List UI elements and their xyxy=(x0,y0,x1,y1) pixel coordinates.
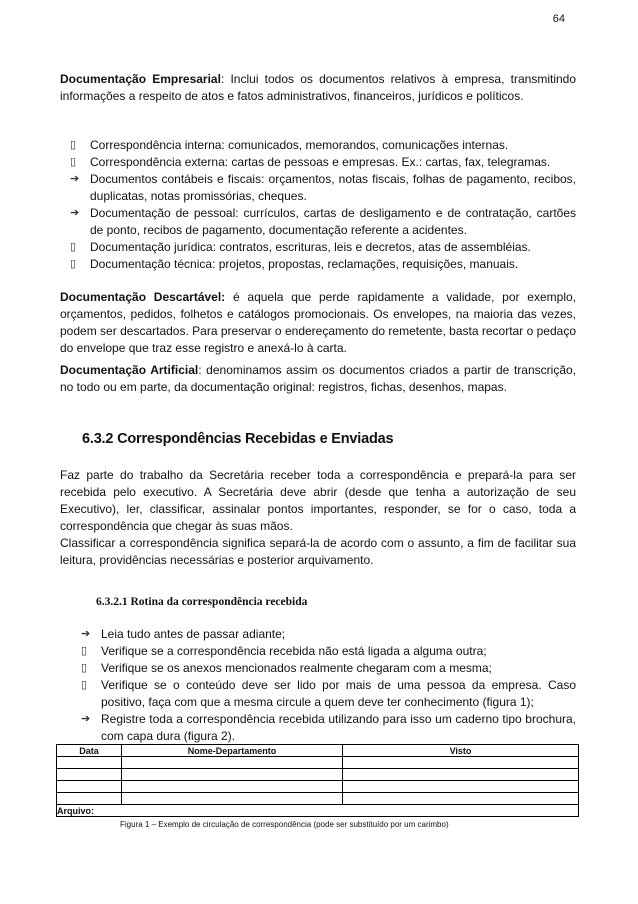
paragraph-doc-artificial xyxy=(60,362,576,396)
table-row xyxy=(57,757,579,769)
table-cell xyxy=(343,781,579,793)
checkbox-icon: ▯ xyxy=(81,662,88,674)
doc-type-item xyxy=(68,256,576,273)
figure-caption: Figura 1 – Exemplo de circulação de correspondência (pode ser substituído por um carimbo) xyxy=(120,820,449,829)
circulation-table xyxy=(56,744,579,817)
arrow-bullet-icon: ➔ xyxy=(70,207,80,219)
paragraph-doc-descartavel xyxy=(60,289,576,357)
rotina-item xyxy=(79,711,576,745)
doc-type-item-text: Documentação técnica: projetos, propostas, reclamações, requisições, manuais. xyxy=(90,257,519,271)
doc-type-item xyxy=(68,154,576,171)
table-cell xyxy=(343,769,579,781)
section-heading: 6.3.2 Correspondências Recebidas e Enviadas xyxy=(82,431,394,447)
rotina-list xyxy=(79,626,576,745)
text-doc-descartavel: é aquela que perde rapidamente a validade, por exemplo, orçamentos, pedidos, folhetos e catálogos promocionais. Os envelopes, na maioria das vezes, podem ser descartados. Para preservar o endereçamento do remetente, basta recortar o pedaço do envelope que traz esse registro e anexá-lo à carta. xyxy=(60,290,576,355)
checkbox-icon: ▯ xyxy=(81,679,88,691)
doc-type-item-text: Documentos contábeis e fiscais: orçamentos, notas fiscais, folhas de pagamento, recibos, duplicatas, notas promissórias, cheques. xyxy=(90,172,576,203)
table-cell xyxy=(343,793,579,805)
doc-types-list xyxy=(68,137,576,273)
arrow-bullet-icon: ➔ xyxy=(70,173,80,185)
table-cell xyxy=(57,757,122,769)
rotina-item xyxy=(79,643,576,660)
checkbox-icon: ▯ xyxy=(81,645,88,657)
rotina-item-text: Verifique se a correspondência recebida não está ligada a alguma outra; xyxy=(101,644,487,658)
table-cell xyxy=(343,757,579,769)
table-cell xyxy=(122,781,343,793)
rotina-item-text: Registre toda a correspondência recebida utilizando para isso um caderno tipo brochura, com capa dura (figura 2). xyxy=(101,712,576,743)
doc-type-item xyxy=(68,137,576,154)
doc-type-item xyxy=(68,171,576,205)
text-doc-artificial: : denominamos assim os documentos criados a partir de transcrição, no todo ou em parte, da documentação original: registros, fichas, desenhos, mapas. xyxy=(60,363,576,394)
table-cell xyxy=(57,769,122,781)
table-row xyxy=(57,781,579,793)
table-cell xyxy=(122,757,343,769)
section-paragraph-1: Faz parte do trabalho da Secretária receber toda a correspondência e prepará-la para ser recebida pelo executivo. A Secretária deve abrir (desde que tenha a autorização de seu Executivo), ler, classificar, assinalar pontos importantes, responder, se for o caso, toda a correspondência que chegar às suas mãos. xyxy=(60,468,576,533)
rotina-item xyxy=(79,626,576,643)
doc-type-item xyxy=(68,239,576,256)
section-paragraph-2: Classificar a correspondência significa separá-la de acordo com o assunto, a fim de facilitar sua leitura, providências necessárias e posterior arquivamento. xyxy=(60,536,576,567)
checkbox-icon: ▯ xyxy=(70,139,77,151)
paragraph-doc-empresarial xyxy=(60,71,576,105)
table-header-row xyxy=(57,745,579,757)
rotina-item-text: Leia tudo antes de passar adiante; xyxy=(101,627,286,641)
doc-type-item-text: Correspondência externa: cartas de pessoas e empresas. Ex.: cartas, fax, telegramas. xyxy=(90,155,551,169)
header-visto: Visto xyxy=(343,745,579,757)
table-footer-row xyxy=(57,805,579,817)
doc-type-item-text: Documentação de pessoal: currículos, cartas de desligamento e de contratação, cartões de ponto, recibos de pagamento, documentação referente a acidentes. xyxy=(90,206,576,237)
header-nome-departamento: Nome-Departamento xyxy=(122,745,343,757)
page-number: 64 xyxy=(552,13,565,25)
archive-label: Arquivo: xyxy=(57,805,579,817)
subsection-heading: 6.3.2.1 Rotina da correspondência recebida xyxy=(96,596,308,608)
table-cell xyxy=(57,793,122,805)
rotina-item xyxy=(79,677,576,711)
term-doc-empresarial: Documentação Empresarial xyxy=(60,72,221,86)
table-cell xyxy=(57,781,122,793)
term-doc-descartavel: Documentação Descartável: xyxy=(60,290,226,304)
table-row xyxy=(57,793,579,805)
term-doc-artificial: Documentação Artificial xyxy=(60,363,199,377)
checkbox-icon: ▯ xyxy=(70,258,77,270)
checkbox-icon: ▯ xyxy=(70,156,77,168)
text-doc-empresarial: : Inclui todos os documentos relativos à empresa, transmitindo informações a respeito de atos e fatos administrativos, financeiros, jurídicos e políticos. xyxy=(60,72,577,103)
table-cell xyxy=(122,793,343,805)
header-data: Data xyxy=(57,745,122,757)
arrow-bullet-icon: ➔ xyxy=(81,713,91,725)
rotina-item xyxy=(79,660,576,677)
arrow-bullet-icon: ➔ xyxy=(81,628,91,640)
table-cell xyxy=(122,769,343,781)
table-row xyxy=(57,769,579,781)
doc-type-item xyxy=(68,205,576,239)
checkbox-icon: ▯ xyxy=(70,241,77,253)
rotina-item-text: Verifique se o conteúdo deve ser lido por mais de uma pessoa da empresa. Caso positivo, faça com que a mesma circule a quem deve ter conhecimento (figura 1); xyxy=(101,678,576,709)
doc-type-item-text: Documentação jurídica: contratos, escrituras, leis e decretos, atas de assembléias. xyxy=(90,240,531,254)
doc-type-item-text: Correspondência interna: comunicados, memorandos, comunicações internas. xyxy=(90,138,509,152)
rotina-item-text: Verifique se os anexos mencionados realmente chegaram com a mesma; xyxy=(101,661,492,675)
